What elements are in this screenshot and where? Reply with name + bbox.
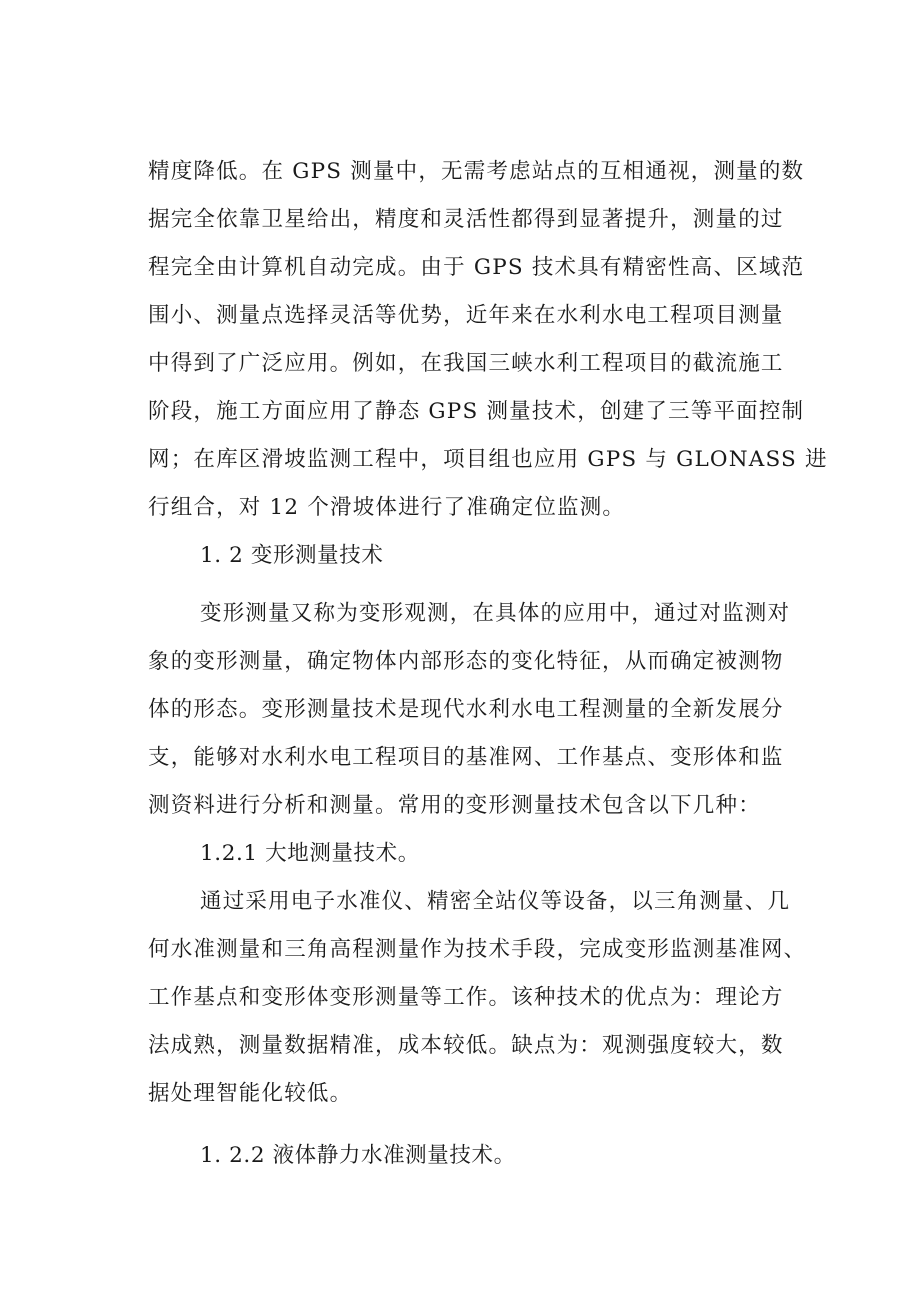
- document-page: [148, 148, 828, 1180]
- text-line: 通过采用电子水准仪、精密全站仪等设备，以三角测量、几: [200, 889, 791, 914]
- section-heading-1-2-2: 1. 2.2 液体静力水准测量技术。: [200, 1143, 516, 1168]
- text-line: 阶段，施工方面应用了静态 GPS 测量技术，创建了三等平面控制: [148, 399, 805, 424]
- section-heading-1-2: 1. 2 变形测量技术: [200, 543, 384, 568]
- text-line: 象的变形测量，确定物体内部形态的变化特征，从而确定被测物: [148, 649, 784, 674]
- spacer: [148, 1118, 808, 1132]
- text-line: 工作基点和变形体变形测量等工作。该种技术的优点为：理论方: [148, 985, 784, 1010]
- section-heading-1-2-1: 1.2.1 大地测量技术。: [200, 841, 420, 866]
- text-line: 据完全依靠卫星给出，精度和灵活性都得到显著提升，测量的过: [148, 207, 784, 232]
- text-line: 行组合，对 12 个滑坡体进行了准确定位监测。: [148, 495, 626, 520]
- text-line: 网；在库区滑坡监测工程中，项目组也应用 GPS 与 GLONASS 进: [148, 447, 828, 472]
- text-line: 体的形态。变形测量技术是现代水利水电工程测量的全新发展分: [148, 697, 784, 722]
- paragraph-deformation: [148, 590, 808, 830]
- text-line: 精度降低。在 GPS 测量中，无需考虑站点的互相通视，测量的数: [148, 159, 805, 184]
- text-line: 法成熟，测量数据精准，成本较低。缺点为：观测强度较大，数: [148, 1033, 784, 1058]
- text-line: 支，能够对水利水电工程项目的基准网、工作基点、变形体和监: [148, 745, 784, 770]
- paragraph-geodetic: [148, 878, 808, 1118]
- paragraph-gps: [148, 148, 828, 532]
- text-line: 测资料进行分析和测量。常用的变形测量技术包含以下几种：: [148, 793, 761, 818]
- text-line: 何水准测量和三角高程测量作为技术手段，完成变形监测基准网、: [148, 937, 807, 962]
- text-line: 据处理智能化较低。: [148, 1081, 353, 1106]
- text-line: 程完全由计算机自动完成。由于 GPS 技术具有精密性高、区域范: [148, 255, 805, 280]
- spacer: [148, 580, 808, 590]
- text-line: 围小、测量点选择灵活等优势，近年来在水利水电工程项目测量: [148, 303, 784, 328]
- text-line: 中得到了广泛应用。例如，在我国三峡水利工程项目的截流施工: [148, 351, 784, 376]
- text-line: 变形测量又称为变形观测，在具体的应用中，通过对监测对: [200, 601, 791, 626]
